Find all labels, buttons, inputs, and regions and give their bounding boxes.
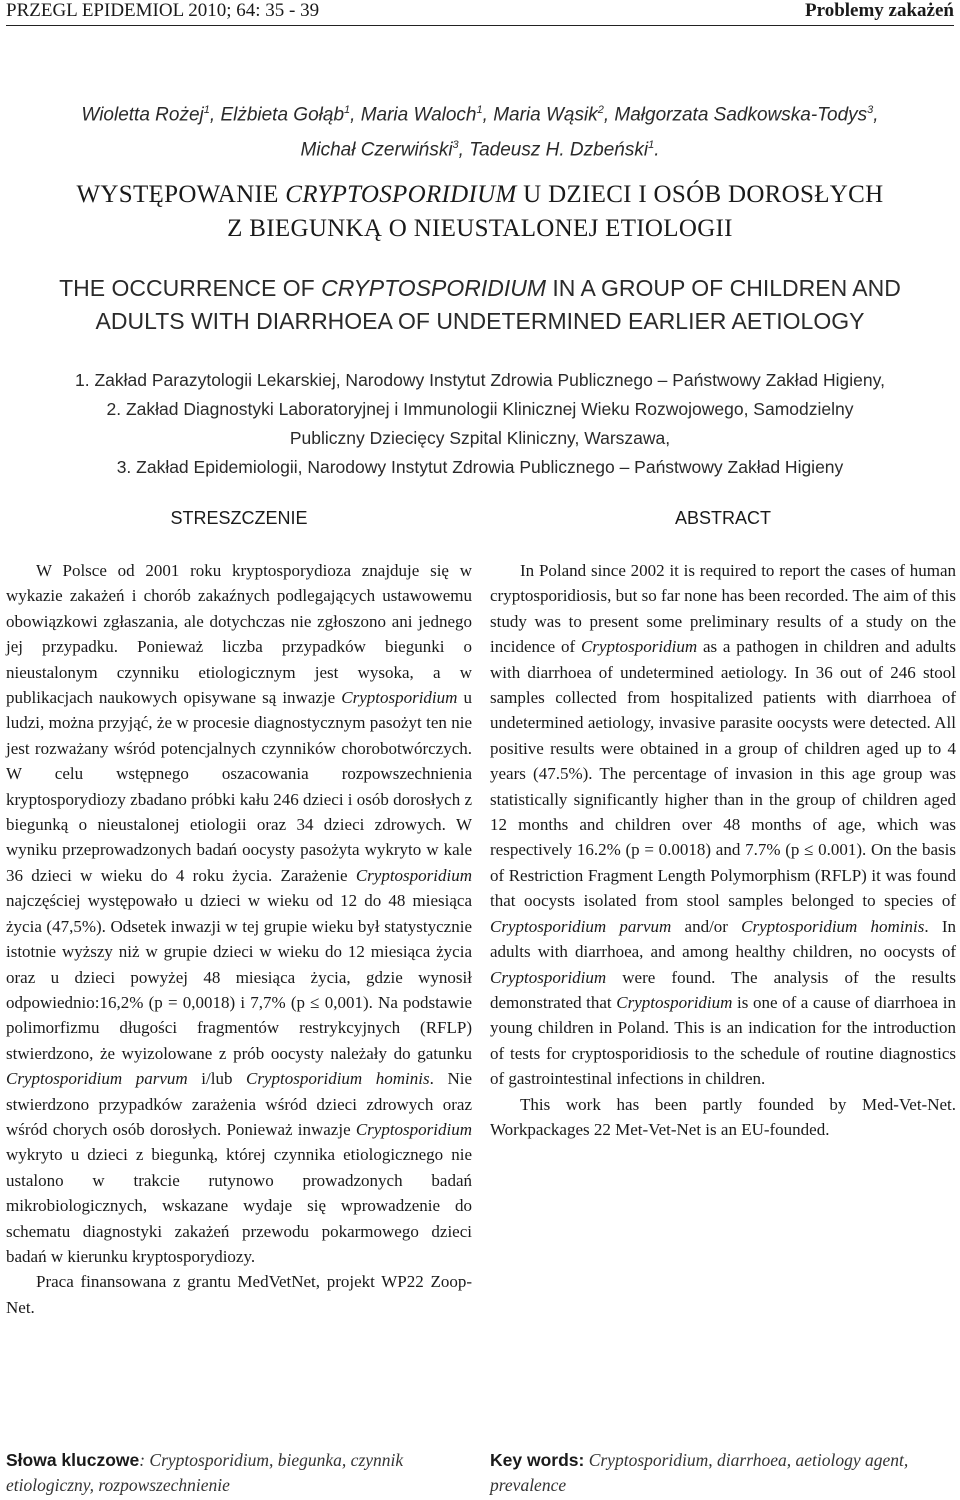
text-run: wykryto u dzieci z biegunką, której czynnika etiologicznego nie ustalono w trakcie rutynowo prowadzonych badań mikrobiologicznych, wskazane wydaje się wprowadzenie do schematu diagnostyki zakażeń przewodu pokarmowego dzieci badań w kierunku kryptosporydiozy. (6, 1145, 472, 1266)
species-name: Cryptosporidium (490, 967, 607, 987)
title-english-line-2: ADULTS WITH DIARRHOEA OF UNDETERMINED EARLIER AETIOLOGY (95, 308, 865, 334)
author-name: Małgorzata Sadkowska-Todys (614, 104, 868, 126)
title-genus: CRYPTOSPORIDIUM (285, 181, 517, 208)
affiliation-marker: 1 (648, 139, 655, 152)
streszczenie-funding: Praca finansowana z grantu MedVetNet, projekt WP22 Zoop-Net. (6, 1272, 472, 1317)
affiliation-3: 3. Zakład Epidemiologii, Narodowy Instytut Zdrowia Publicznego – Państwowy Zakład Higieny (116, 457, 844, 477)
text-run: were found. The analysis of the results demonstrated that (490, 967, 956, 1012)
keywords-list: : Cryptosporidium, biegunka, czynnik etiologiczny, rozpowszechnienie (6, 1450, 404, 1495)
text-run: is one of a cause of diarrhoea in young children in Poland. This is an indication for the introduction of tests for cryptosporidiosis to the schedule of routine diagnostics of gastrointestinal infections in children. (490, 992, 956, 1089)
keywords-label: Key words: (490, 1450, 585, 1470)
affiliation-marker: 1 (476, 104, 483, 116)
species-name: Cryptosporidium (355, 865, 472, 885)
abstract-heading: ABSTRACT (674, 508, 771, 528)
species-name: Cryptosporidium parvum (6, 1069, 188, 1089)
keywords-label: Słowa kluczowe (6, 1450, 140, 1470)
text-run: i/lub (187, 1069, 247, 1089)
species-name: Cryptosporidium (355, 1119, 472, 1139)
species-name: Cryptosporidium hominis (741, 916, 925, 936)
affiliation-marker: 3 (867, 104, 874, 116)
affiliations (0, 366, 960, 482)
author-name: Wioletta Rożej (81, 104, 204, 126)
affiliation-2-cont: Publiczny Dziecięcy Szpital Kliniczny, Warszawa, (289, 428, 671, 448)
author-name: Michał Czerwiński (300, 139, 453, 161)
title-english-line-1 (0, 272, 960, 305)
text-run: najczęściej występowało u dzieci w wieku od 12 do 48 miesiąca życia (47,5%). Odsetek inwazji w tej grupie wieku był statystycznie istotnie wyższy niż w grupie dzieci w wieku do 12 miesiąca życia oraz u dzieci powyżej 48 miesiąca życia, gdzie wynosił odpowiednio:16,2% (p = 0,0018) i 7,7% (p ≤ 0,001). Na podstawie polimorfizmu długości fragmentów restrykcyjnych (RFLP) stwierdzono, że wyizolowane z prób oocysty należały do gatunku (6, 891, 472, 1063)
species-name: Cryptosporidium hominis (246, 1069, 430, 1089)
author-name: Elżbieta Gołąb (220, 104, 345, 126)
title-text: IN A GROUP OF CHILDREN AND (546, 275, 901, 301)
text-run: W Polsce od 2001 roku kryptosporydioza znajduje się w wykazie zakażeń i chorób zakaźnych podlegających ustawowemu obowiązkowi zgłaszania, ale dotychczas nie zgłoszono ani jednego jej przypadku. Ponieważ liczba przypadków biegunki o nieustalonym czynniku etiologicznym jest wysoka, a w publikacjach naukowych opisywane są inwazje (6, 561, 472, 708)
keywords-english (490, 1448, 956, 1498)
title-english (0, 272, 960, 338)
title-text: WYSTĘPOWANIE (76, 181, 286, 208)
text-run: . Nie stwierdzono przypadków zarażenia wśród dzieci zdrowych oraz wśród chorych osób dorosłych. Ponieważ inwazje (6, 1069, 472, 1139)
affiliation-marker: 1 (203, 104, 210, 116)
author-name: Tadeusz H. Dzbeński (469, 139, 649, 161)
title-polish (0, 178, 960, 246)
species-name: Cryptosporidium (616, 992, 733, 1012)
author-line-1: Wioletta Rożej$^1$, Elżbieta Gołąb$^1$, Maria Waloch$^1$, Maria Wąsik$^2$, Małgorzata Sadkowska-Todys$^3$, (81, 104, 879, 126)
abstract-paragraph (490, 558, 956, 1092)
affiliation-2: 2. Zakład Diagnostyki Laboratoryjnej i Immunologii Klinicznej Wieku Rozwojowego, Samodzielny (106, 399, 854, 419)
section-name: Problemy zakażeń (805, 0, 954, 21)
title-text: U DZIECI I OSÓB DOROSŁYCH (516, 181, 884, 208)
title-polish-line-2: Z BIEGUNKĄ O NIEUSTALONEJ ETIOLOGII (227, 215, 733, 242)
title-genus: CRYPTOSPORIDIUM (321, 275, 546, 301)
streszczenie-heading: STRESZCZENIE (170, 508, 308, 528)
journal-citation: PRZEGL EPIDEMIOL 2010; 64: 35 - 39 (6, 0, 320, 21)
running-header (6, 0, 954, 26)
author-line-2: Michał Czerwiński$^3$, Tadeusz H. Dzbeński$^1$. (300, 139, 660, 161)
affiliation-marker: 1 (344, 104, 351, 116)
text-run: as a pathogen in children and adults with diarrhoea of undetermined aetiology. In 36 out of 246 stool samples collected from hospitalized patients with diarrhoea of undetermined aetiology, invasive parasite oocysts were detected. All positive results were obtained in a group of children aged up to 4 years (47.5%). The percentage of invasion in this age group was statistically significantly higher than in the group of children aged 12 months and children over 48 months of age, which was respectively 16.2% (p = 0.0018) and 7.7% (p ≤ 0.001). On the basis of Restriction Fragment Length Polymorphism (RFLP) it was found that oocysts isolated from stool samples belonged to species of (490, 637, 956, 911)
author-list (0, 95, 960, 166)
species-name: Cryptosporidium parvum (490, 916, 672, 936)
text-run: . In adults with diarrhoea, and among healthy children, no oocysts of (490, 916, 956, 962)
streszczenie-body (6, 558, 472, 1320)
author-name: Maria Waloch (360, 104, 477, 126)
species-name: Cryptosporidium (341, 688, 458, 708)
affiliation-marker: 3 (452, 139, 459, 152)
text-run: and/or (671, 916, 742, 936)
abstract-funding: This work has been partly founded by Med-Vet-Net. Workpackages 22 Met-Vet-Net is an EU-founded. (490, 1094, 956, 1139)
text-run: In Poland since 2002 it is required to report the cases of human cryptosporidiosis, but so far none has been recorded. The aim of this study was to present some preliminary results of a study on the incidence of (490, 561, 956, 657)
affiliation-1: 1. Zakład Parazytologii Lekarskiej, Narodowy Instytut Zdrowia Publicznego – Państwowy Zakład Higieny, (75, 370, 885, 390)
title-text: THE OCCURRENCE OF (59, 275, 322, 301)
abstract-body (490, 558, 956, 1142)
author-name: Maria Wąsik (493, 104, 598, 126)
affiliation-marker: 2 (597, 104, 604, 116)
keywords-list: Cryptosporidium, diarrhoea, aetiology agent, prevalence (490, 1450, 909, 1495)
species-name: Cryptosporidium (580, 637, 698, 657)
text-run: u ludzi, można przyjąć, że w procesie diagnostycznym pasożyt ten nie jest rozważany wśród potencjalnych czynników chorobotwórczych. W celu wstępnego oszacowania rozpowszechnienia kryptosporydiozy zbadano próbki kału 246 dzieci i osób dorosłych z biegunką o nieustalonej etiologii oraz 34 dzieci zdrowych. W wyniku przeprowadzonych badań oocysty pasożyta wykryto w kale 36 dzieci w wieku do 4 roku życia. Zarażenie (6, 688, 472, 885)
title-polish-line-1 (0, 178, 960, 212)
keywords-polish (6, 1448, 472, 1498)
streszczenie-paragraph (6, 558, 472, 1269)
